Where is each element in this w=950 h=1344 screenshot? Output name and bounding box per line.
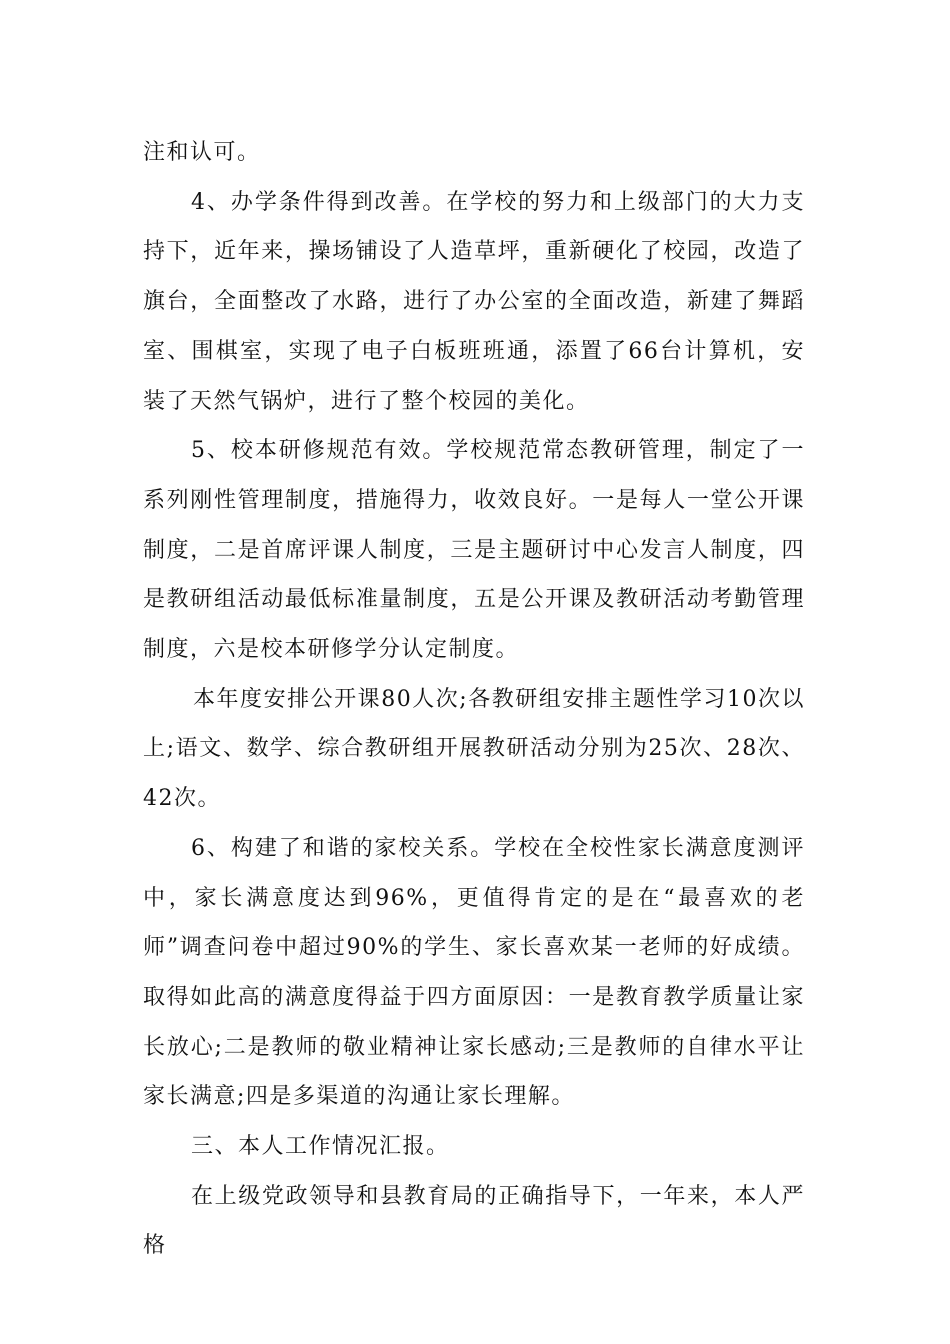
paragraph-home-school: 6、构建了和谐的家校关系。学校在全校性家长满意度测评中，家长满意度达到96%，更值得肯定的是在“最喜欢的老师”调查问卷中超过90%的学生、家长喜欢某一老师的好成绩。取得如此高的满意度得益于四方面原因：一是教育教学质量让家长放心;二是教师的敬业精神让家长感动;三是教师的自律水平让家长满意;四是多渠道的沟通让家长理解。 (143, 835, 805, 1110)
paragraph-annual-classes: 本年度安排公开课80人次;各教研组安排主题性学习10次以上;语文、数学、综合教研组开展教研活动分别为25次、28次、42次。 (143, 686, 805, 812)
section-heading-personal-report: 三、本人工作情况汇报。 (191, 1134, 450, 1160)
paragraph-school-research: 5、校本研修规范有效。学校规范常态教研管理，制定了一系列刚性管理制度，措施得力，收效良好。一是每人一堂公开课制度，二是首席评课人制度，三是主题研讨中心发言人制度，四是教研组活动最低标准量制度，五是公开课及教研活动考勤管理制度，六是校本研修学分认定制度。 (143, 438, 805, 663)
document-body (143, 128, 805, 1271)
paragraph-school-conditions: 4、办学条件得到改善。在学校的努力和上级部门的大力支持下，近年来，操场铺设了人造草坪，重新硬化了校园，改造了旗台，全面整改了水路，进行了办公室的全面改造，新建了舞蹈室、围棋室，实现了电子白板班班通，添置了66台计算机，安装了天然气锅炉，进行了整个校园的美化。 (143, 189, 805, 414)
paragraph-personal-work: 在上级党政领导和县教育局的正确指导下，一年来，本人严格 (143, 1183, 805, 1259)
paragraph-continuation: 注和认可。 (143, 140, 261, 165)
